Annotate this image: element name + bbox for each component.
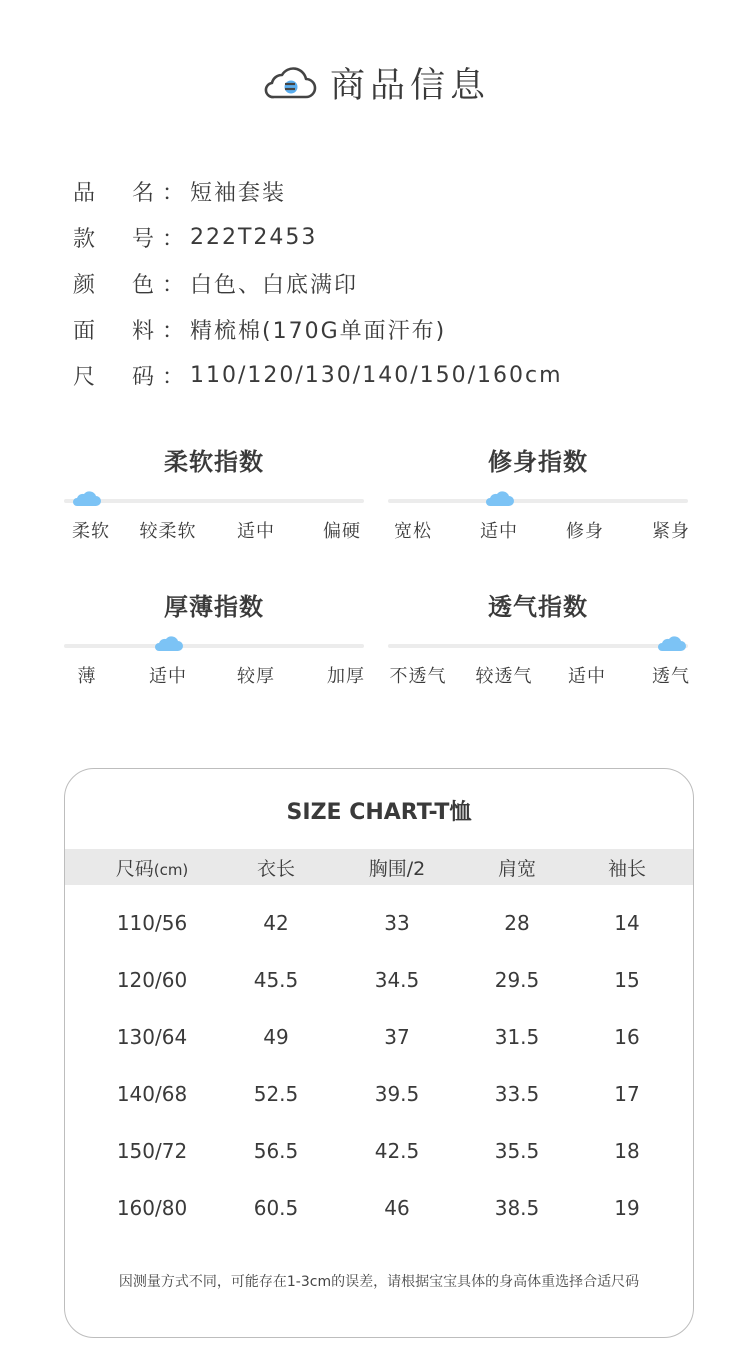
- section-title: [0, 58, 750, 108]
- info-row-style-no: [72, 214, 563, 260]
- label-char: 号: [132, 226, 155, 252]
- table-cell: 56.5: [253, 1139, 299, 1163]
- breathability-index: [388, 587, 688, 692]
- cloud-icon: [260, 63, 318, 103]
- table-cell: 28: [504, 911, 530, 935]
- table-cell: 37: [384, 1025, 410, 1049]
- table-row: [65, 1056, 693, 1113]
- label-char: 款: [72, 226, 95, 252]
- label-colon: ：: [161, 180, 184, 206]
- fit-index: [388, 442, 688, 547]
- index-option: 适中: [149, 666, 187, 687]
- info-label: [72, 268, 186, 299]
- table-cell: 42: [263, 911, 289, 935]
- index-options: [388, 662, 688, 692]
- table-cell: 14: [614, 911, 640, 935]
- info-value-name: 短袖套装: [190, 180, 287, 206]
- unit-label: (cm): [153, 861, 189, 879]
- table-cell: 35.5: [494, 1139, 540, 1163]
- table-cell: 16: [614, 1025, 640, 1049]
- index-option: 薄: [77, 666, 97, 687]
- index-track: [388, 644, 688, 648]
- table-cell: 38.5: [494, 1196, 540, 1220]
- size-chart-title: SIZE CHART-T恤: [286, 800, 472, 825]
- info-value-style-no: 222T2453: [190, 224, 318, 250]
- label-char: 料: [132, 318, 155, 344]
- info-row-fabric: [72, 306, 563, 352]
- product-info-list: [72, 168, 563, 398]
- index-option: 修身: [566, 521, 604, 542]
- table-cell: 34.5: [374, 968, 420, 992]
- table-cell: 19: [614, 1196, 640, 1220]
- info-label: [72, 314, 186, 345]
- index-option: 加厚: [327, 666, 365, 687]
- label-colon: ：: [161, 318, 184, 344]
- table-cell: 120/60: [116, 968, 188, 992]
- table-cell: 150/72: [116, 1139, 188, 1163]
- table-cell: 52.5: [253, 1082, 299, 1106]
- header-cell-shoulder: 肩宽: [497, 858, 537, 880]
- index-title: 柔软指数: [164, 448, 264, 476]
- index-title: 厚薄指数: [164, 593, 264, 621]
- table-cell: 110/56: [116, 911, 188, 935]
- table-cell: 33.5: [494, 1082, 540, 1106]
- index-option: 适中: [568, 666, 606, 687]
- table-cell: 29.5: [494, 968, 540, 992]
- page-title: 商品信息: [329, 66, 490, 106]
- header-cell-length: 衣长: [256, 858, 296, 880]
- table-row: [65, 885, 693, 942]
- table-cell: 46: [384, 1196, 410, 1220]
- label-char: 尺: [72, 364, 95, 390]
- index-title: 修身指数: [488, 448, 588, 476]
- table-cell: 18: [614, 1139, 640, 1163]
- index-option: 较柔软: [139, 521, 197, 542]
- info-value-fabric: 精梳棉(170G单面汗布): [190, 318, 447, 344]
- index-option: 偏硬: [323, 521, 361, 542]
- header-cell-chest: 胸围/2: [368, 858, 426, 880]
- info-label: [72, 360, 186, 391]
- index-option: 柔软: [72, 521, 110, 542]
- label-char: 色: [132, 272, 155, 298]
- index-option: 较厚: [237, 666, 275, 687]
- info-value-size: 110/120/130/140/150/160cm: [190, 362, 563, 388]
- info-label: [72, 222, 186, 253]
- table-row: [65, 1113, 693, 1170]
- info-label: [72, 176, 186, 207]
- table-cell: 42.5: [374, 1139, 420, 1163]
- info-value-color: 白色、白底满印: [190, 272, 359, 298]
- cloud-marker-icon: [656, 634, 686, 652]
- cloud-marker-icon: [484, 489, 514, 507]
- index-option: 不透气: [389, 666, 447, 687]
- softness-index: [64, 442, 364, 547]
- table-row: [65, 1170, 693, 1227]
- label-colon: ：: [161, 272, 184, 298]
- info-row-name: [72, 168, 563, 214]
- size-chart-card: [64, 768, 694, 1338]
- cloud-marker-icon: [71, 489, 101, 507]
- table-cell: 39.5: [374, 1082, 420, 1106]
- table-cell: 15: [614, 968, 640, 992]
- table-cell: 60.5: [253, 1196, 299, 1220]
- table-cell: 49: [263, 1025, 289, 1049]
- header-cell-sleeve: 袖长: [607, 858, 647, 880]
- table-row: [65, 999, 693, 1056]
- table-row: [65, 942, 693, 999]
- index-title: 透气指数: [488, 593, 588, 621]
- table-cell: 160/80: [116, 1196, 188, 1220]
- index-options: [64, 517, 364, 547]
- table-cell: 45.5: [253, 968, 299, 992]
- measurement-note: 因测量方式不同，可能存在1-3cm的误差，请根据宝宝具体的身高体重选择合适尺码: [118, 1274, 640, 1290]
- index-option: 适中: [237, 521, 275, 542]
- label-char: 面: [72, 318, 95, 344]
- label-colon: ：: [161, 364, 184, 390]
- label-char: 颜: [72, 272, 95, 298]
- header-cell-size: 尺码(cm): [115, 858, 189, 880]
- table-cell: 33: [384, 911, 410, 935]
- info-row-size: [72, 352, 563, 398]
- size-table-body: [65, 885, 693, 1227]
- table-cell: 140/68: [116, 1082, 188, 1106]
- index-option: 透气: [652, 666, 690, 687]
- index-option: 较透气: [475, 666, 533, 687]
- label-char: 品: [72, 180, 95, 206]
- index-track: [388, 499, 688, 503]
- label-char: 名: [132, 180, 155, 206]
- table-cell: 130/64: [116, 1025, 188, 1049]
- index-option: 紧身: [652, 521, 690, 542]
- index-track: [64, 499, 364, 503]
- cloud-marker-icon: [153, 634, 183, 652]
- index-options: [64, 662, 364, 692]
- table-cell: 17: [614, 1082, 640, 1106]
- label-colon: ：: [161, 226, 184, 252]
- table-cell: 31.5: [494, 1025, 540, 1049]
- label-char: 码: [132, 364, 155, 390]
- index-option: 适中: [480, 521, 518, 542]
- index-options: [388, 517, 688, 547]
- thickness-index: [64, 587, 364, 692]
- index-track: [64, 644, 364, 648]
- info-row-color: [72, 260, 563, 306]
- index-option: 宽松: [394, 521, 432, 542]
- size-table-header: [65, 849, 693, 885]
